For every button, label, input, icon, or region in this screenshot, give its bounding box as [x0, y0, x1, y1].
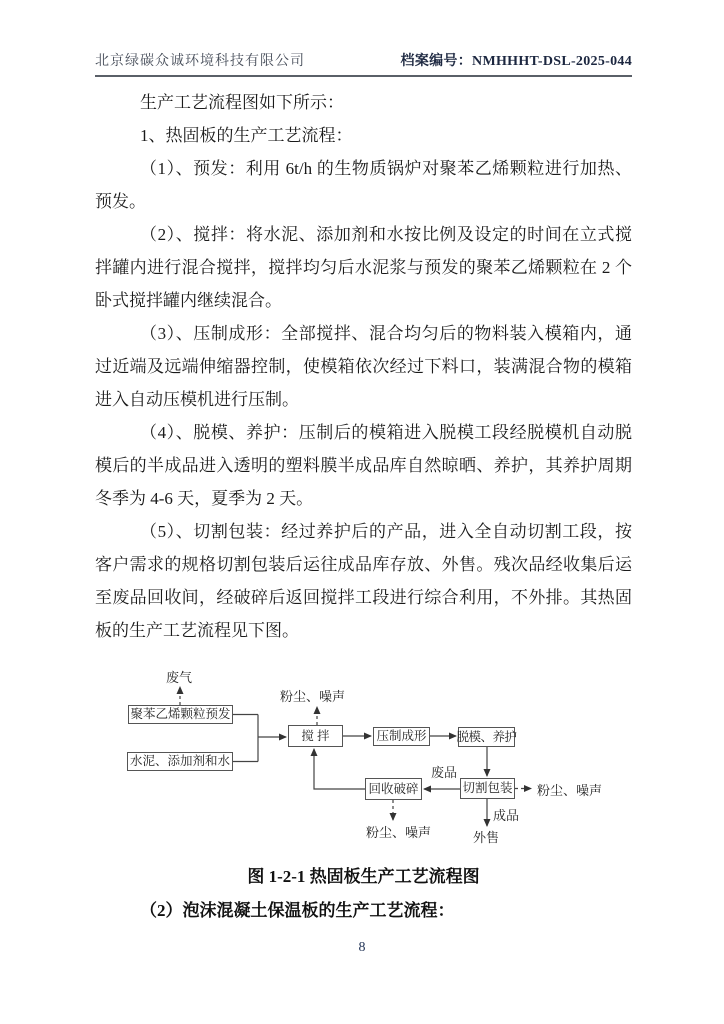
page-header	[95, 50, 632, 77]
flow-box-materials: 水泥、添加剂和水	[127, 752, 233, 771]
paragraph-step-3: （3）、压制成形：全部搅拌、混合均匀后的物料装入模箱内，通过近端及远端伸缩器控制，使模箱依次经过下料口，装满混合物的模箱进入自动压模机进行压制。	[95, 324, 632, 409]
label-for-sale: 外售	[473, 830, 500, 845]
paragraph-step-4: （4）、脱模、养护：压制后的模箱进入脱模工段经脱模机自动脱模后的半成品进入透明的塑料膜半成品库自然晾晒、养护，其养护周期冬季为 4-6 天，夏季为 2 天。	[95, 423, 632, 508]
label-finished-product: 成品	[493, 808, 520, 823]
flow-box-pre-expansion: 聚苯乙烯颗粒预发	[128, 705, 233, 724]
label-dust-noise-mixing: 粉尘、噪声	[280, 689, 346, 704]
process-flow-diagram	[110, 660, 610, 856]
page-number: 8	[358, 940, 366, 955]
paragraph-heading-1: 1、热固板的生产工艺流程：	[140, 126, 353, 145]
flow-box-mixing: 搅 拌	[288, 725, 343, 747]
label-waste-gas: 废气	[166, 670, 193, 685]
flow-box-pressing: 压制成形	[373, 727, 430, 746]
paragraph-step-2: （2）、搅拌：将水泥、添加剂和水按比例及设定的时间在立式搅拌罐内进行混合搅拌，搅拌均匀后水泥浆与预发的聚苯乙烯颗粒在 2 个卧式搅拌罐内继续混合。	[95, 225, 632, 310]
company-name: 北京绿碳众诚环境科技有限公司	[95, 54, 305, 69]
label-dust-noise-recycling: 粉尘、噪声	[366, 825, 432, 840]
flow-box-demolding: 脱模、养护	[458, 727, 515, 747]
archive-number: 档案编号：NMHHHT-DSL-2025-044	[400, 54, 632, 69]
figure-caption: 图 1-2-1 热固板生产工艺流程图	[247, 867, 480, 886]
body-text	[95, 86, 632, 647]
next-section-heading: （2）泡沫混凝土保温板的生产工艺流程：	[140, 901, 455, 920]
label-dust-noise-cutting: 粉尘、噪声	[537, 783, 603, 798]
flow-box-cutting: 切割包装	[460, 778, 515, 799]
label-scrap: 废品	[431, 765, 458, 780]
paragraph-step-5: （5）、切割包装：经过养护后的产品，进入全自动切割工段，按客户需求的规格切割包装后运往成品库存放、外售。残次品经收集后运至废品回收间，经破碎后返回搅拌工段进行综合利用，不外排。其热固板的生产工艺流程见下图。	[95, 522, 632, 640]
flow-box-recycling: 回收破碎	[365, 778, 422, 800]
paragraph-step-1: （1）、预发：利用 6t/h 的生物质锅炉对聚苯乙烯颗粒进行加热、预发。	[95, 159, 632, 211]
paragraph-intro: 生产工艺流程图如下所示：	[140, 93, 344, 112]
